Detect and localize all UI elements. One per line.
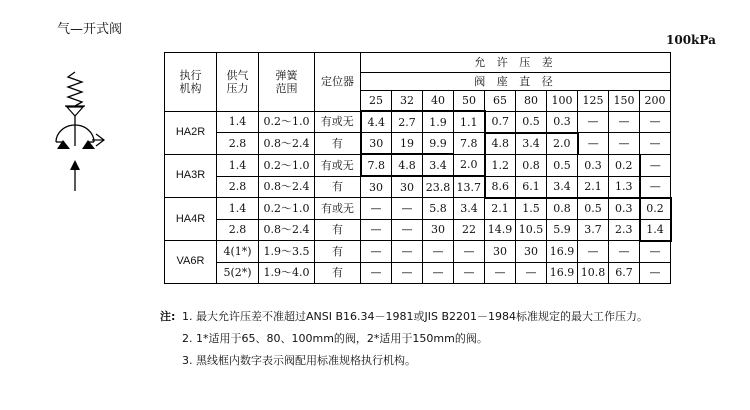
note-2: 2. 1*适用于65、80、100mm的阀，2*适用于150mm的阀。	[182, 332, 488, 345]
pressure-value-cell: —	[609, 241, 640, 263]
pressure-value-cell: —	[454, 241, 485, 263]
supply-pressure-cell: 1.4	[217, 154, 259, 176]
pressure-value-cell: —	[578, 111, 609, 133]
pressure-value-cell: 4.4	[361, 111, 392, 133]
pressure-value-cell: —	[361, 198, 392, 220]
positioner-cell: 有或无	[315, 198, 361, 220]
positioner-cell: 有	[315, 176, 361, 198]
pressure-value-cell: 3.7	[578, 219, 609, 241]
spring-range-cell: 0.8～2.4	[259, 219, 315, 241]
pressure-value-cell: —	[640, 154, 671, 176]
pressure-value-cell: 1.3	[609, 176, 640, 198]
pressure-value-cell: —	[392, 241, 423, 263]
pressure-value-cell: 2.0	[454, 154, 485, 176]
header-seat-diameter: 阀 座 直 径	[361, 73, 671, 91]
pressure-value-cell: —	[392, 198, 423, 220]
pressure-value-cell: —	[640, 111, 671, 133]
pressure-value-cell: 3.4	[516, 133, 547, 155]
header-allowable-pressure-difference: 允 许 压 差	[361, 53, 671, 73]
diaphragm-triangle-icon	[67, 107, 83, 116]
table-row	[165, 198, 671, 220]
pressure-value-cell: —	[392, 219, 423, 241]
spring-range-cell: 0.2～1.0	[259, 198, 315, 220]
header-supply-pressure: 供气 压力	[217, 53, 259, 112]
pressure-value-cell: 19	[392, 133, 423, 155]
table-row	[165, 219, 671, 241]
pressure-value-cell: 0.3	[578, 154, 609, 176]
pressure-value-cell: 0.2	[609, 154, 640, 176]
pressure-value-cell: —	[609, 133, 640, 155]
pressure-value-cell: 2.0	[547, 133, 578, 155]
positioner-cell: 有	[315, 133, 361, 155]
spring-range-cell: 1.9～3.5	[259, 241, 315, 263]
pressure-value-cell: 4.8	[392, 154, 423, 176]
table-row	[165, 241, 671, 263]
pressure-value-cell: 1.9	[423, 111, 454, 133]
supply-pressure-cell: 2.8	[217, 133, 259, 155]
pressure-value-cell: —	[485, 262, 516, 283]
page-title: 气—开式阀	[57, 22, 123, 37]
spring-range-cell: 1.9～4.0	[259, 262, 315, 283]
positioner-cell: 有	[315, 241, 361, 263]
pressure-value-cell: —	[640, 133, 671, 155]
pressure-value-cell: 30	[361, 133, 392, 155]
positioner-cell: 有或无	[315, 154, 361, 176]
pressure-value-cell: 1.2	[485, 154, 516, 176]
actuator-model-cell: HA2R	[165, 111, 217, 154]
seat-size-cell: 40	[423, 91, 454, 112]
pressure-value-cell: —	[578, 241, 609, 263]
pressure-value-cell: 0.3	[547, 111, 578, 133]
pressure-value-cell: 6.7	[609, 262, 640, 283]
pressure-value-cell: 10.8	[578, 262, 609, 283]
pressure-value-cell: 1.4	[640, 219, 671, 241]
pressure-value-cell: 22	[454, 219, 485, 241]
table-row	[165, 176, 671, 198]
pressure-value-cell: 14.9	[485, 219, 516, 241]
pressure-value-cell: 0.3	[609, 198, 640, 220]
pressure-value-cell: 1.1	[454, 111, 485, 133]
positioner-cell: 有或无	[315, 111, 361, 133]
pressure-value-cell: —	[578, 133, 609, 155]
pressure-value-cell: 8.6	[485, 176, 516, 198]
pressure-value-cell: 23.8	[423, 176, 454, 198]
seat-size-cell: 65	[485, 91, 516, 112]
pressure-value-cell: 3.4	[454, 198, 485, 220]
pressure-value-cell: —	[361, 241, 392, 263]
pressure-value-cell: 9.9	[423, 133, 454, 155]
spring-range-cell: 0.2～1.0	[259, 154, 315, 176]
actuator-model-cell: HA4R	[165, 198, 217, 241]
seat-size-cell: 150	[609, 91, 640, 112]
seat-size-cell: 100	[547, 91, 578, 112]
spring-range-cell: 0.8～2.4	[259, 176, 315, 198]
spring-range-cell: 0.2～1.0	[259, 111, 315, 133]
pressure-value-cell: 10.5	[516, 219, 547, 241]
pressure-value-cell: —	[516, 262, 547, 283]
pressure-value-cell: 0.7	[485, 111, 516, 133]
pressure-value-cell: 13.7	[454, 176, 485, 198]
seat-size-cell: 125	[578, 91, 609, 112]
pressure-value-cell: —	[609, 111, 640, 133]
seat-size-cell: 32	[392, 91, 423, 112]
pressure-value-cell: 7.8	[454, 133, 485, 155]
pressure-value-cell: —	[423, 241, 454, 263]
pressure-value-cell: —	[454, 262, 485, 283]
table-row	[165, 133, 671, 155]
table-row	[165, 154, 671, 176]
pressure-value-cell: 0.5	[516, 111, 547, 133]
air-to-open-valve-symbol	[48, 66, 118, 201]
unit-label: 100kPa	[666, 33, 716, 47]
supply-pressure-cell: 2.8	[217, 176, 259, 198]
table-row	[165, 111, 671, 133]
pressure-value-cell: 16.9	[547, 262, 578, 283]
pressure-value-cell: 6.1	[516, 176, 547, 198]
seat-size-cell: 80	[516, 91, 547, 112]
header-spring-range: 弹簧 范围	[259, 53, 315, 112]
pressure-value-cell: 0.2	[640, 198, 671, 220]
pressure-value-cell: —	[361, 262, 392, 283]
pressure-value-cell: 5.9	[547, 219, 578, 241]
supply-pressure-cell: 1.4	[217, 111, 259, 133]
actuator-model-cell: HA3R	[165, 154, 217, 198]
pressure-value-cell: 30	[516, 241, 547, 263]
notes-lead: 注:	[160, 310, 176, 323]
header-positioner: 定位器	[315, 53, 361, 112]
pressure-value-cell: 30	[392, 176, 423, 198]
pressure-value-cell: 30	[361, 176, 392, 198]
seat-size-cell: 200	[640, 91, 671, 112]
pressure-value-cell: 0.5	[578, 198, 609, 220]
pressure-value-cell: 0.8	[516, 154, 547, 176]
pressure-value-cell: —	[361, 219, 392, 241]
pressure-value-cell: 7.8	[361, 154, 392, 176]
note-1: 注: 1. 最大允许压差不准超过ANSI B16.34－1981或JIS B2201－1984标准规定的最大工作压力。	[160, 306, 648, 328]
seat-size-cell: 25	[361, 91, 392, 112]
supply-pressure-cell: 4(1*)	[217, 241, 259, 263]
pressure-value-cell: 3.4	[547, 176, 578, 198]
pressure-value-cell: 2.3	[609, 219, 640, 241]
supply-pressure-cell: 1.4	[217, 198, 259, 220]
spring-range-cell: 0.8～2.4	[259, 133, 315, 155]
supply-pressure-cell: 5(2*)	[217, 262, 259, 283]
seat-size-cell: 50	[454, 91, 485, 112]
table-row	[165, 262, 671, 283]
pressure-value-cell: —	[392, 262, 423, 283]
positioner-cell: 有	[315, 219, 361, 241]
pressure-value-cell: 1.5	[516, 198, 547, 220]
pressure-value-cell: 30	[485, 241, 516, 263]
pressure-value-cell: —	[640, 176, 671, 198]
note-3: 3. 黑线框内数字表示阀配用标准规格执行机构。	[182, 354, 416, 367]
pressure-value-cell: —	[640, 241, 671, 263]
pressure-value-cell: —	[640, 262, 671, 283]
actuator-model-cell: VA6R	[165, 241, 217, 284]
pressure-value-cell: 0.5	[547, 154, 578, 176]
pressure-value-cell: 16.9	[547, 241, 578, 263]
pressure-value-cell: 3.4	[423, 154, 454, 176]
pressure-value-cell: 2.1	[578, 176, 609, 198]
spring-icon	[68, 72, 82, 106]
pressure-value-cell: 5.8	[423, 198, 454, 220]
positioner-cell: 有	[315, 262, 361, 283]
pressure-value-cell: 30	[423, 219, 454, 241]
supply-pressure-cell: 2.8	[217, 219, 259, 241]
pressure-value-cell: 2.7	[392, 111, 423, 133]
pressure-value-cell: —	[423, 262, 454, 283]
pressure-value-cell: 2.1	[485, 198, 516, 220]
pressure-value-cell: 0.8	[547, 198, 578, 220]
pressure-value-cell: 4.8	[485, 133, 516, 155]
notes	[160, 306, 648, 372]
valve-spec-table	[164, 52, 672, 284]
header-actuator: 执行 机构	[165, 53, 217, 112]
